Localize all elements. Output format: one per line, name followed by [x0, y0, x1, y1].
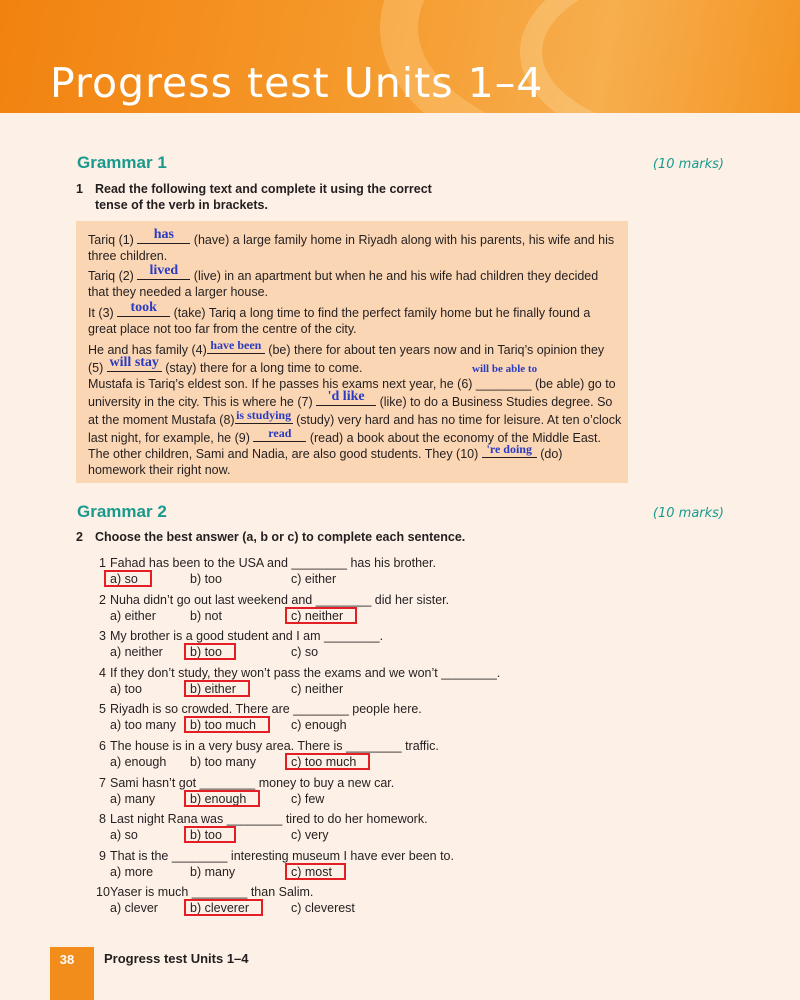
option-b[interactable]: b) too many — [190, 755, 257, 769]
answer-mark — [184, 716, 270, 733]
handwritten-answer: took — [130, 300, 157, 315]
text: It (3) — [88, 306, 118, 320]
question-text: Riyadh is so crowded. There are ________ people here. — [110, 702, 422, 716]
answer-mark — [184, 790, 260, 807]
text: (stay) there for a long time to come. — [161, 361, 363, 375]
instruction-number: 2 — [76, 530, 83, 544]
option-c[interactable]: c) cleverest — [291, 901, 355, 915]
answer-blank-4[interactable] — [207, 340, 265, 354]
answer-mark — [184, 680, 250, 697]
option-a[interactable]: a) neither — [110, 645, 163, 659]
paragraph-2 — [88, 263, 622, 300]
option-a[interactable]: a) either — [110, 609, 156, 623]
handwritten-answer: 'd like — [327, 389, 365, 404]
instruction-line2: tense of the verb in brackets. — [95, 198, 268, 212]
option-b[interactable]: b) too — [190, 645, 222, 659]
grammar1-marks: (10 marks) — [652, 157, 724, 172]
text: (read) a book about the economy of the Middle East. — [306, 431, 601, 445]
text: Tariq (1) — [88, 233, 138, 247]
grammar2-instruction — [76, 529, 465, 545]
option-b[interactable]: b) enough — [190, 792, 247, 806]
handwritten-answer: will stay — [109, 355, 159, 370]
instruction-line1: Read the following text and complete it using the correct — [95, 182, 432, 196]
answer-mark — [285, 863, 346, 880]
option-b[interactable]: b) too — [190, 572, 222, 586]
option-a[interactable]: a) so — [110, 572, 138, 586]
answer-blank-5[interactable] — [107, 355, 162, 372]
question-number: 3 — [99, 629, 106, 643]
footer-title: Progress test Units 1–4 — [104, 951, 249, 966]
grammar2-title: Grammar 2 — [77, 502, 167, 521]
question-number: 10 — [96, 885, 110, 899]
text: (like) to do a Business Studies degree. So at the moment Mustafa (8) — [88, 395, 613, 427]
handwritten-answer: read — [268, 426, 292, 440]
question-text: Last night Rana was ________ tired to do her homework. — [110, 812, 428, 826]
option-a[interactable]: a) too many — [110, 718, 177, 732]
question-number: 5 — [99, 702, 106, 716]
option-c[interactable]: c) enough — [291, 718, 347, 732]
text: He and has family (4) — [88, 343, 207, 357]
handwritten-answer-6: will be able to — [472, 363, 538, 375]
answer-blank-10[interactable] — [482, 444, 537, 458]
question-number: 1 — [99, 556, 106, 570]
answer-blank-3[interactable] — [117, 300, 170, 317]
question-text: Sami hasn’t got ________ money to buy a new car. — [110, 776, 395, 790]
option-a[interactable]: a) many — [110, 792, 156, 806]
question-number: 8 — [99, 812, 106, 826]
handwritten-answer: 're doing — [486, 442, 532, 456]
option-b[interactable]: b) cleverer — [190, 901, 250, 915]
instruction-text: Choose the best answer (a, b or c) to complete each sentence. — [95, 530, 466, 544]
answer-mark — [104, 570, 152, 587]
question-text: Fahad has been to the USA and ________ has his brother. — [110, 556, 436, 570]
option-a[interactable]: a) enough — [110, 755, 167, 769]
answer-mark — [184, 826, 236, 843]
answer-blank-9[interactable] — [253, 428, 306, 442]
handwritten-answer: have been — [210, 338, 262, 352]
paragraph-5 — [88, 376, 622, 446]
answer-mark — [184, 643, 236, 660]
question-number: 2 — [99, 593, 106, 607]
option-b[interactable]: b) many — [190, 865, 236, 879]
option-b[interactable]: b) either — [190, 682, 236, 696]
text: (have) a large family home in Riyadh along with his parents, his wife and his three children. — [88, 233, 615, 263]
option-c[interactable]: c) very — [291, 828, 329, 842]
question-number: 4 — [99, 666, 106, 680]
option-c[interactable]: c) few — [291, 792, 325, 806]
question-number: 7 — [99, 776, 106, 790]
option-a[interactable]: a) clever — [110, 901, 158, 915]
question-number: 9 — [99, 849, 106, 863]
text: Mustafa is Tariq’s eldest son. If he passes his exams next year, he (6) ________ (be able) go to university in the city. This is where he (7) — [88, 377, 616, 409]
answer-mark — [285, 607, 357, 624]
paragraph-1 — [88, 227, 622, 264]
text: (be) there for about ten years now and in Tariq’s opinion they (5) — [88, 343, 605, 375]
text: (study) very hard and has no time for leisure. At ten o’clock last night, for example, he (9) — [88, 413, 622, 445]
answer-mark — [184, 899, 263, 916]
question-text: If they don’t study, they won’t pass the exams and we won’t ________. — [110, 666, 501, 680]
text: (live) in an apartment but when he and his wife had children they decided that they needed a larger house. — [88, 269, 599, 299]
option-c[interactable]: c) neither — [291, 609, 344, 623]
grammar1-title: Grammar 1 — [77, 153, 167, 172]
handwritten-answer: lived — [149, 263, 179, 278]
handwritten-answer: has — [153, 227, 174, 242]
question-text: The house is in a very busy area. There is ________ traffic. — [110, 739, 439, 753]
option-c[interactable]: c) so — [291, 645, 319, 659]
option-a[interactable]: a) too — [110, 682, 142, 696]
question-text: Nuha didn’t go out last weekend and ________ did her sister. — [110, 593, 450, 607]
answer-blank-1[interactable] — [137, 227, 190, 244]
text: Tariq (2) — [88, 269, 138, 283]
option-c[interactable]: c) neither — [291, 682, 344, 696]
question-number: 6 — [99, 739, 106, 753]
question-text: My brother is a good student and I am ________. — [110, 629, 384, 643]
text: The other children, Sami and Nadia, are also good students. They (10) — [88, 447, 482, 461]
paragraph-6 — [88, 444, 622, 478]
answer-blank-8[interactable] — [235, 410, 293, 424]
option-c[interactable]: c) too much — [291, 755, 357, 769]
page-number: 38 — [59, 952, 75, 967]
text: (do) homework their right now. — [88, 447, 563, 477]
text: (take) Tariq a long time to find the perfect family home but he finally found a great place not too far from the centre of the city. — [88, 306, 591, 336]
question-text: Yaser is much ________ than Salim. — [110, 885, 314, 899]
option-c[interactable]: c) most — [291, 865, 332, 879]
option-b[interactable]: b) too — [190, 828, 222, 842]
option-a[interactable]: a) more — [110, 865, 154, 879]
answer-mark — [285, 753, 370, 770]
answer-blank-7[interactable] — [316, 389, 376, 406]
paragraph-4 — [88, 340, 622, 376]
answer-blank-2[interactable] — [137, 263, 190, 280]
option-c[interactable]: c) either — [291, 572, 337, 586]
option-b[interactable]: b) not — [190, 609, 222, 623]
question-text: That is the ________ interesting museum I have ever been to. — [110, 849, 454, 863]
handwritten-answer: is studying — [236, 408, 292, 422]
banner-swirl — [520, 0, 800, 113]
grammar2-marks: (10 marks) — [652, 506, 724, 521]
option-a[interactable]: a) so — [110, 828, 138, 842]
grammar1-instruction — [76, 181, 432, 213]
option-b[interactable]: b) too much — [190, 718, 257, 732]
paragraph-3 — [88, 300, 622, 337]
instruction-number: 1 — [76, 182, 83, 196]
header-banner — [0, 0, 800, 113]
page-title: Progress test Units 1–4 — [50, 59, 544, 107]
